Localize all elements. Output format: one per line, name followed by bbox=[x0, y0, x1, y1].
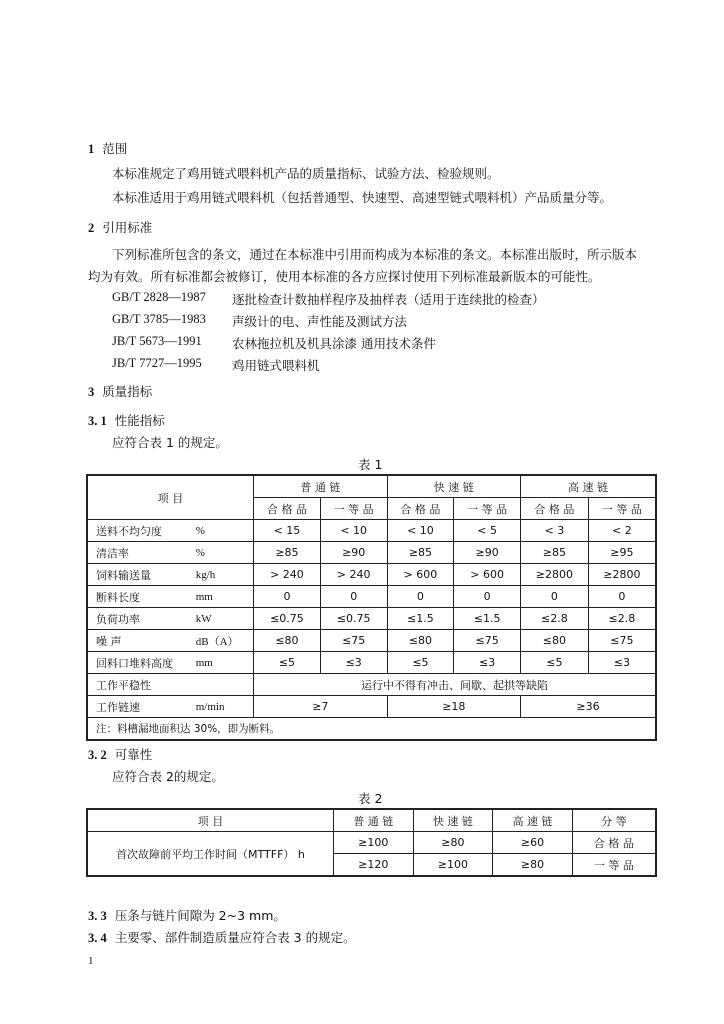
cell: ≤0.75 bbox=[254, 608, 321, 630]
reference-title: 声级计的电、声性能及测试方法 bbox=[232, 314, 408, 329]
table-row bbox=[87, 586, 656, 608]
cell: ≤1.5 bbox=[387, 608, 454, 630]
header-cell: 项 目 bbox=[87, 809, 333, 832]
cell: 0 bbox=[521, 586, 589, 608]
cell: ≤5 bbox=[254, 652, 321, 674]
header-sub: 合 格 品 bbox=[254, 498, 321, 520]
cell: ≥18 bbox=[387, 696, 520, 718]
row-name: 工作链速 bbox=[87, 696, 194, 718]
header-group: 高 速 链 bbox=[521, 475, 656, 498]
section-title: 范围 bbox=[102, 141, 128, 156]
row-name: 噪 声 bbox=[87, 630, 194, 652]
cell: ≥90 bbox=[320, 542, 387, 564]
row-unit: dB（A） bbox=[194, 630, 254, 652]
table-1 bbox=[86, 474, 657, 741]
cell: ≤80 bbox=[254, 630, 321, 652]
section-2-heading bbox=[88, 218, 152, 236]
cell: ≥85 bbox=[254, 542, 321, 564]
table-2-caption: 表 2 bbox=[358, 791, 383, 806]
cell: ≥85 bbox=[387, 542, 454, 564]
header-cell: 普 通 链 bbox=[333, 809, 413, 832]
cell: ≥100 bbox=[333, 832, 413, 854]
header-group: 普 通 链 bbox=[254, 475, 387, 498]
paragraph: 均为有效。所有标准都会被修订，使用本标准的各方应探讨使用下列标准最新版本的可能性。 bbox=[88, 269, 601, 284]
cell: ≤75 bbox=[588, 630, 656, 652]
cell: ≤80 bbox=[387, 630, 454, 652]
cell: ≥7 bbox=[254, 696, 387, 718]
cell: ≤3 bbox=[320, 652, 387, 674]
row-name: 饲料输送量 bbox=[87, 564, 194, 586]
table-header-row bbox=[87, 809, 656, 832]
cell: ≥100 bbox=[413, 854, 493, 877]
cell: < 10 bbox=[387, 520, 454, 542]
clause-3-3 bbox=[88, 906, 286, 924]
header-group: 快 速 链 bbox=[387, 475, 520, 498]
section-number: 1 bbox=[88, 142, 95, 156]
reference-title: 逐批检查计数抽样程序及抽样表（适用于连续批的检查） bbox=[232, 292, 545, 307]
cell: 一 等 品 bbox=[572, 854, 656, 877]
table-row bbox=[87, 696, 656, 718]
header-cell: 快 速 链 bbox=[413, 809, 493, 832]
paragraph: 下列标准所包含的条文，通过在本标准中引用而构成为本标准的条文。本标准出版时，所示版本 bbox=[112, 247, 638, 262]
row-name: 清洁率 bbox=[87, 542, 194, 564]
section-number: 3. 1 bbox=[88, 414, 107, 428]
cell: < 3 bbox=[521, 520, 589, 542]
table-row bbox=[87, 674, 656, 696]
table-row bbox=[87, 542, 656, 564]
cell: 0 bbox=[320, 586, 387, 608]
cell: ≤2.8 bbox=[588, 608, 656, 630]
section-title: 质量指标 bbox=[102, 384, 153, 399]
reference-title: 农林拖拉机及机具涂漆 通用技术条件 bbox=[232, 336, 436, 351]
table-row bbox=[87, 520, 656, 542]
header-sub: 合 格 品 bbox=[521, 498, 589, 520]
paragraph: 本标准适用于鸡用链式喂料机（包括普通型、快速型、高速型链式喂料机）产品质量分等。 bbox=[112, 190, 613, 205]
clause-text: 压条与链片间隙为 2~3 mm。 bbox=[114, 908, 286, 923]
cell: ≤3 bbox=[588, 652, 656, 674]
row-name: 首次故障前平均工作时间（MTTFF） h bbox=[87, 832, 333, 877]
page-number: 1 bbox=[88, 955, 94, 967]
section-title: 可靠性 bbox=[114, 747, 153, 762]
cell: < 15 bbox=[254, 520, 321, 542]
section-number: 3. 4 bbox=[88, 931, 107, 945]
header-sub: 一 等 品 bbox=[588, 498, 656, 520]
table-row bbox=[87, 832, 656, 854]
section-number: 3. 2 bbox=[88, 748, 107, 762]
cell: > 240 bbox=[254, 564, 321, 586]
cell: ≥80 bbox=[493, 854, 573, 877]
clause-3-4 bbox=[88, 928, 356, 946]
table-note: 注：料槽漏地面积达 30%，即为断料。 bbox=[87, 718, 656, 741]
header-cell: 高 速 链 bbox=[493, 809, 573, 832]
cell: ≤80 bbox=[521, 630, 589, 652]
cell: ≤5 bbox=[387, 652, 454, 674]
table-2 bbox=[86, 808, 657, 877]
row-name: 送料不均匀度 bbox=[87, 520, 194, 542]
cell: 合 格 品 bbox=[572, 832, 656, 854]
paragraph: 应符合表 2的规定。 bbox=[112, 769, 224, 784]
table-note-row bbox=[87, 718, 656, 741]
paragraph: 应符合表 1 的规定。 bbox=[112, 435, 228, 450]
paragraph: 本标准规定了鸡用链式喂料机产品的质量指标、试验方法、检验规则。 bbox=[112, 166, 500, 181]
reference-code: GB/T 2828—1987 bbox=[112, 290, 206, 304]
row-unit: % bbox=[194, 542, 254, 564]
cell: > 600 bbox=[387, 564, 454, 586]
cell: ≤1.5 bbox=[454, 608, 521, 630]
cell: 0 bbox=[254, 586, 321, 608]
cell: 0 bbox=[454, 586, 521, 608]
cell: ≤5 bbox=[521, 652, 589, 674]
cell: ≥80 bbox=[413, 832, 493, 854]
cell: ≤2.8 bbox=[521, 608, 589, 630]
reference-code: JB/T 5673—1991 bbox=[112, 334, 202, 348]
section-1-heading bbox=[88, 139, 127, 157]
row-name: 断料长度 bbox=[87, 586, 194, 608]
section-3-1-heading bbox=[88, 411, 165, 429]
header-sub: 一 等 品 bbox=[320, 498, 387, 520]
header-sub: 合 格 品 bbox=[387, 498, 454, 520]
cell: > 600 bbox=[454, 564, 521, 586]
clause-text: 主要零、部件制造质量应符合表 3 的规定。 bbox=[114, 930, 356, 945]
header-cell: 分 等 bbox=[572, 809, 656, 832]
cell: > 240 bbox=[320, 564, 387, 586]
row-unit: m/min bbox=[194, 696, 254, 718]
cell: ≤3 bbox=[454, 652, 521, 674]
section-number: 2 bbox=[88, 221, 95, 235]
row-unit: kg/h bbox=[194, 564, 254, 586]
header-sub: 一 等 品 bbox=[454, 498, 521, 520]
row-name: 回料口堆料高度 bbox=[87, 652, 194, 674]
table-row bbox=[87, 608, 656, 630]
cell: 运行中不得有冲击、间歇、起拱等缺陷 bbox=[254, 674, 656, 696]
cell: ≥36 bbox=[521, 696, 656, 718]
row-unit: % bbox=[194, 520, 254, 542]
header-item: 项 目 bbox=[87, 475, 254, 520]
cell: ≥60 bbox=[493, 832, 573, 854]
table-row bbox=[87, 652, 656, 674]
section-number: 3. 3 bbox=[88, 909, 107, 923]
section-title: 性能指标 bbox=[114, 413, 165, 428]
row-unit: mm bbox=[194, 652, 254, 674]
cell: ≤0.75 bbox=[320, 608, 387, 630]
row-name: 工作平稳性 bbox=[87, 674, 254, 696]
cell: < 10 bbox=[320, 520, 387, 542]
row-unit: mm bbox=[194, 586, 254, 608]
table-header-row bbox=[87, 475, 656, 498]
cell: < 5 bbox=[454, 520, 521, 542]
cell: < 2 bbox=[588, 520, 656, 542]
cell: ≤75 bbox=[320, 630, 387, 652]
reference-title: 鸡用链式喂料机 bbox=[232, 358, 320, 373]
section-number: 3 bbox=[88, 385, 95, 399]
cell: 0 bbox=[387, 586, 454, 608]
cell: ≥2800 bbox=[521, 564, 589, 586]
cell: ≤75 bbox=[454, 630, 521, 652]
cell: ≥2800 bbox=[588, 564, 656, 586]
reference-code: JB/T 7727—1995 bbox=[112, 356, 202, 370]
cell: ≥120 bbox=[333, 854, 413, 877]
table-row bbox=[87, 630, 656, 652]
cell: ≥90 bbox=[454, 542, 521, 564]
cell: 0 bbox=[588, 586, 656, 608]
table-1-caption: 表 1 bbox=[358, 457, 383, 472]
reference-code: GB/T 3785—1983 bbox=[112, 312, 206, 326]
section-3-2-heading bbox=[88, 745, 152, 763]
cell: ≥95 bbox=[588, 542, 656, 564]
table-row bbox=[87, 564, 656, 586]
row-name: 负荷功率 bbox=[87, 608, 194, 630]
section-title: 引用标准 bbox=[102, 220, 153, 235]
row-unit: kW bbox=[194, 608, 254, 630]
section-3-heading bbox=[88, 382, 152, 400]
cell: ≥85 bbox=[521, 542, 589, 564]
